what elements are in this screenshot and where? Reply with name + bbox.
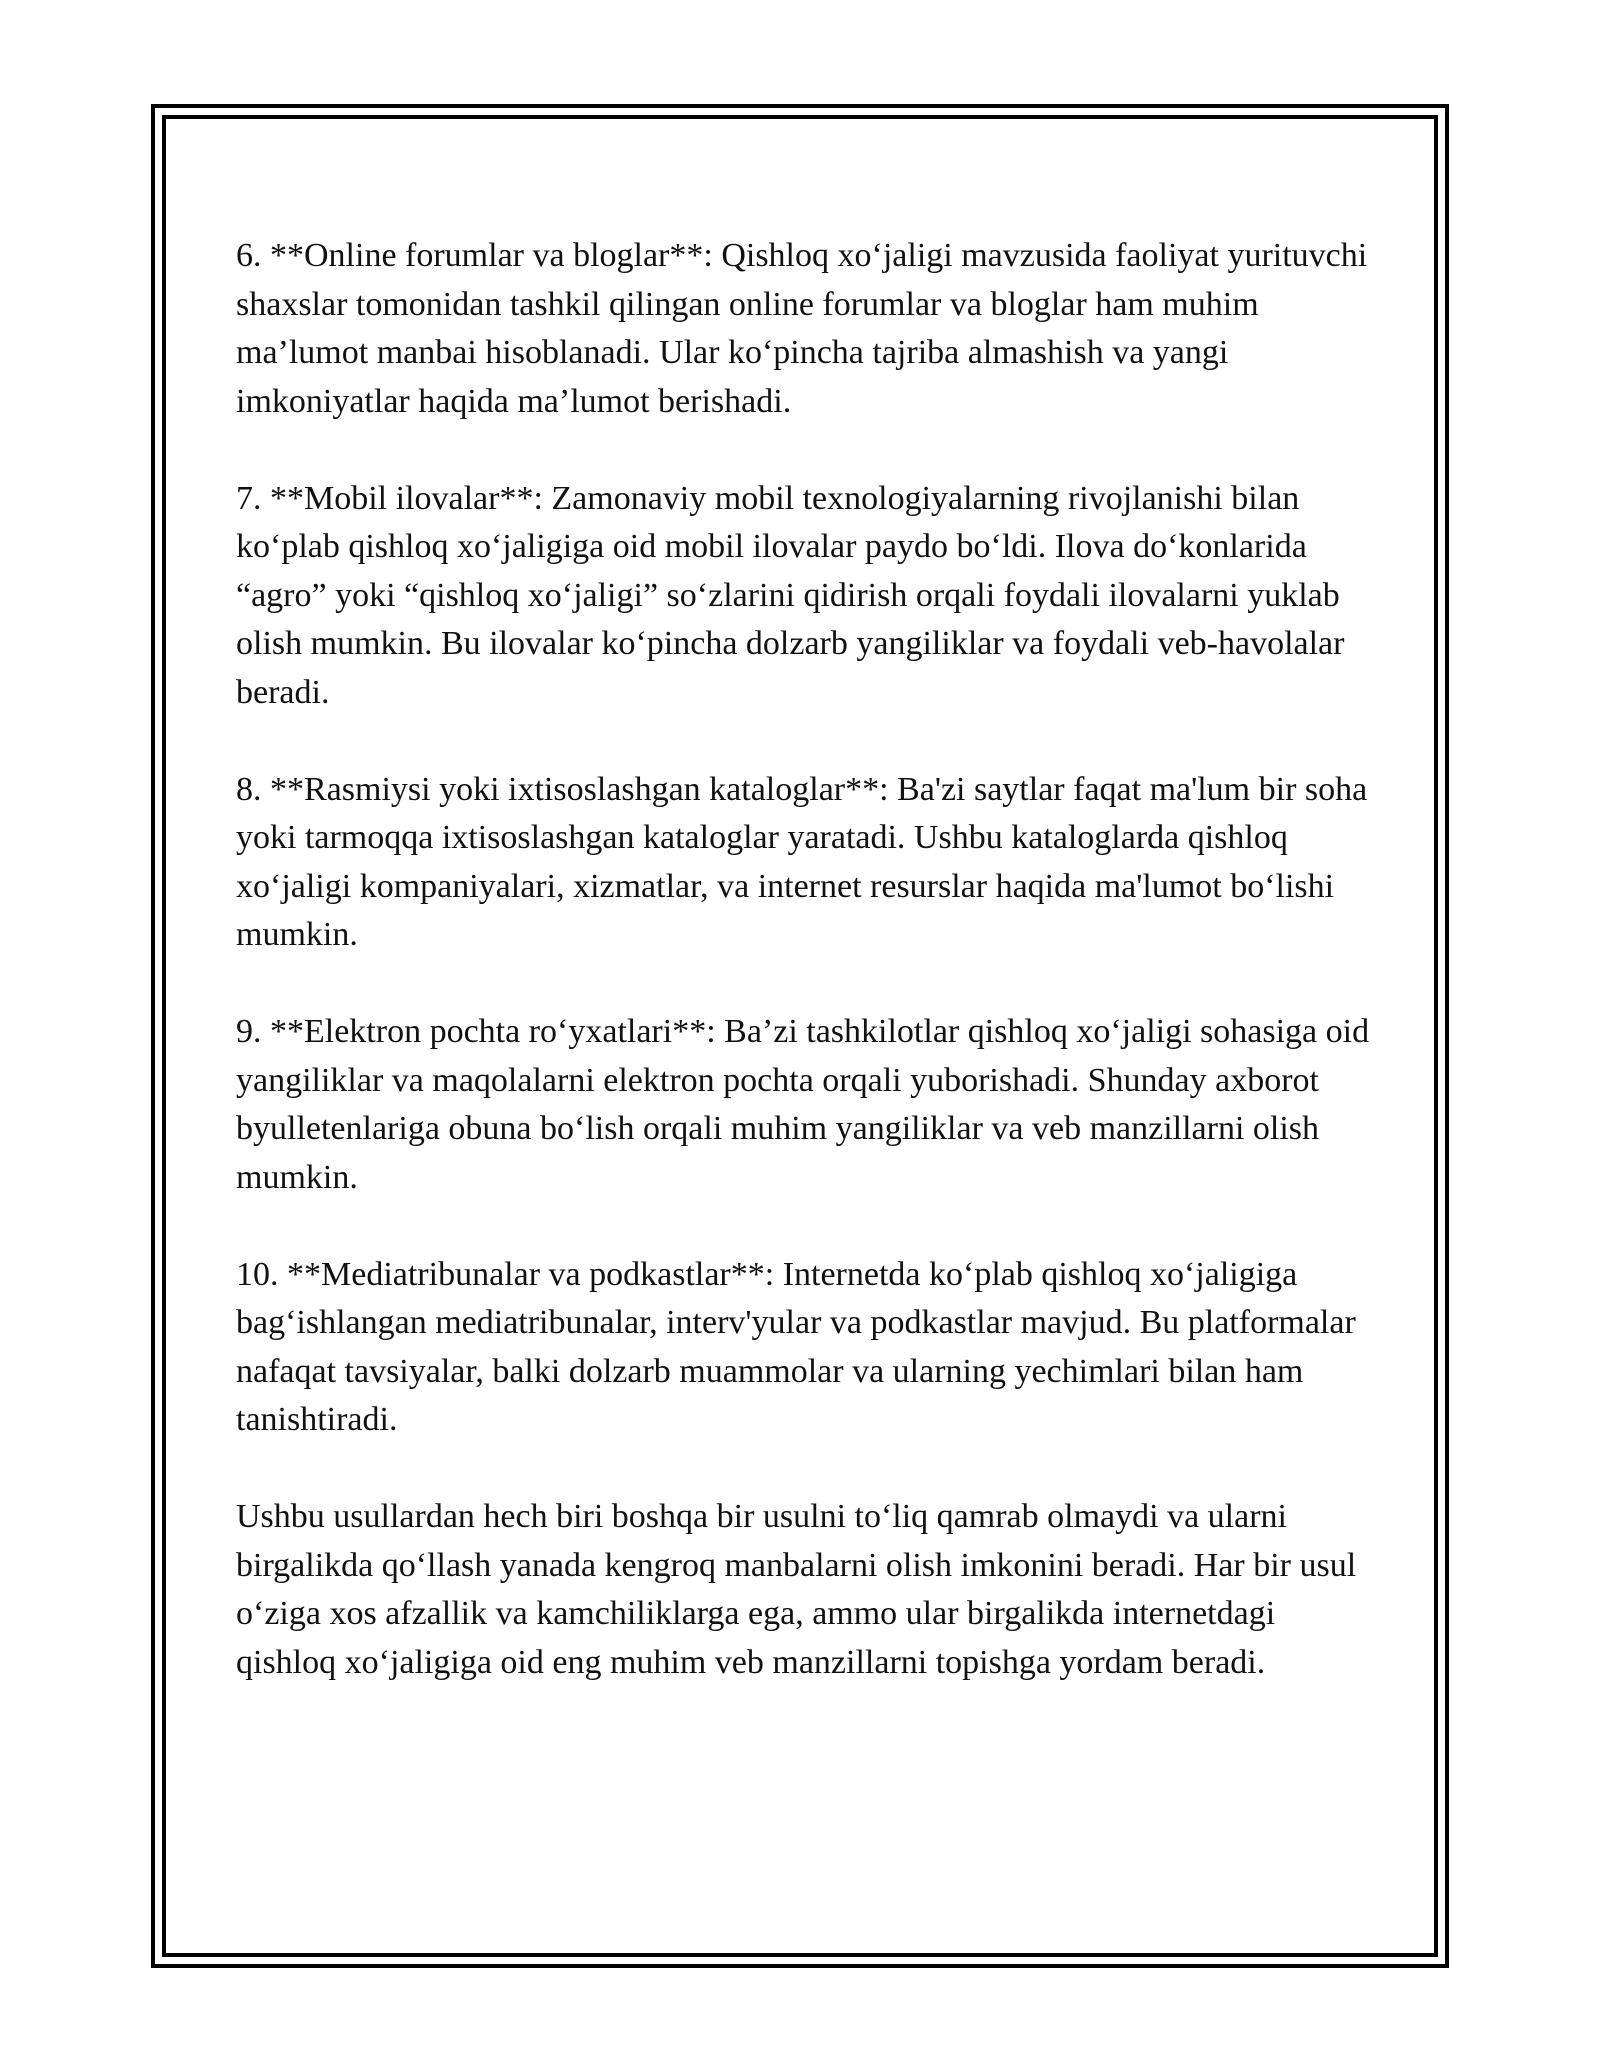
paragraph-mailing-lists: 9. **Elektron pochta ro‘yxatlari**: Ba’zi tashkilotlar qishloq xo‘jaligi sohasiga oid yangiliklar va maqolalarni elektron pochta orqali yuborishadi. Shunday axborot byulletenlariga obuna bo‘lish orqali muhim yangiliklar va veb manzillarni olish mumkin. [236,1013,1370,1196]
paragraph-media-podcasts: 10. **Mediatribunalar va podkastlar**: Internetda ko‘plab qishloq xo‘jaligiga bag‘ishlangan mediatribunalar, interv'yular va podkastlar mavjud. Bu platformalar nafaqat tavsiyalar, balki dolzarb muammolar va ularning yechimlari bilan ham tanishtiradi. [236,1255,1356,1438]
paragraph-mobile-apps: 7. **Mobil ilovalar**: Zamonaviy mobil texnologiyalarning rivojlanishi bilan ko‘plab qishloq xo‘jaligiga oid mobil ilovalar paydo bo‘ldi. Ilova do‘konlarida “agro” yoki “qishloq xo‘jaligi” so‘zlarini qidirish orqali foydali ilovalarni yuklab olish mumkin. Bu ilovalar ko‘pincha dolzarb yangiliklar va foydali veb-havolalar beradi. [236,479,1345,711]
paragraph-online-forums: 6. **Online forumlar va bloglar**: Qishloq xo‘jaligi mavzusida faoliyat yurituvchi shaxslar tomonidan tashkil qilingan online forumlar va bloglar ham muhim ma’lumot manbai hisoblanadi. Ular ko‘pincha tajriba almashish va yangi imkoniyatlar haqida ma’lumot berishadi. [236,237,1368,420]
document-body [236,232,1376,1687]
paragraph-conclusion: Ushbu usullardan hech biri boshqa bir usulni to‘liq qamrab olmaydi va ularni birgalikda qo‘llash yanada kengroq manbalarni olish imkonini beradi. Har bir usul o‘ziga xos afzallik va kamchiliklarga ega, ammo ular birgalikda internetdagi qishloq xo‘jaligiga oid eng muhim veb manzillarni topishga yordam beradi. [236,1498,1357,1681]
paragraph-catalogs: 8. **Rasmiysi yoki ixtisoslashgan kataloglar**: Ba'zi saytlar faqat ma'lum bir soha yoki tarmoqqa ixtisoslashgan kataloglar yaratadi. Ushbu kataloglarda qishloq xo‘jaligi kompaniyalari, xizmatlar, va internet resurslar haqida ma'lumot bo‘lishi mumkin. [236,770,1368,953]
